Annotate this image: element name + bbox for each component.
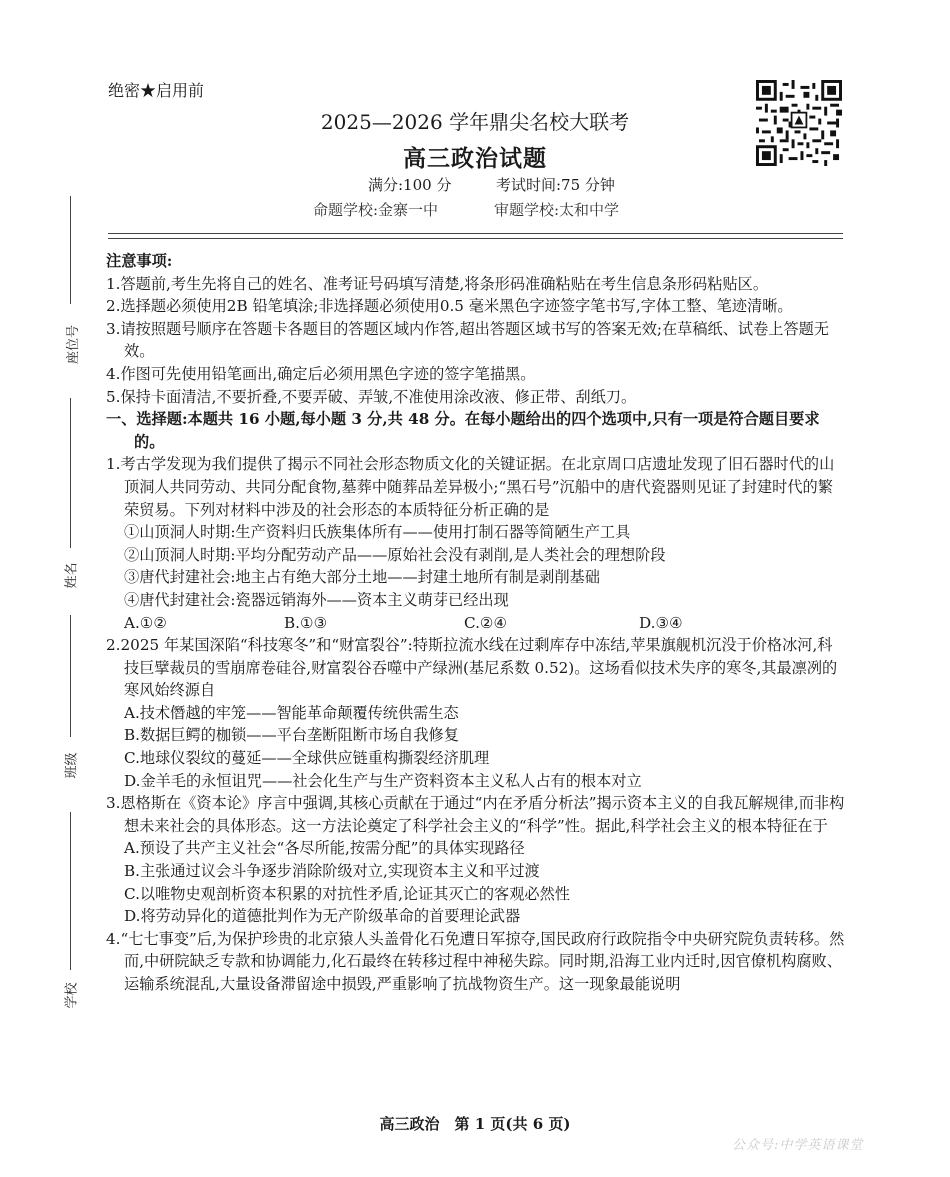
question-2-option: C.地球仪裂纹的蔓延——全球供应链重构撕裂经济肌理 (124, 749, 490, 768)
question-2-option: D.金羊毛的永恒诅咒——社会化生产与生产资料资本主义私人占有的根本对立 (124, 771, 642, 790)
question-1-options (106, 612, 846, 635)
exam-subject-title: 高三政治试题 (403, 145, 547, 172)
question-1-item: ③唐代封建社会:地主占有绝大部分土地——封建土地所有制是剥削基础 (124, 568, 600, 587)
margin-label-class: 班级 (64, 752, 80, 779)
page-footer: 高三政治 第 1 页(共 6 页) (379, 1115, 571, 1133)
option-c: C.②④ (464, 613, 508, 632)
question-3-option: D.将劳动异化的道德批判作为无产阶级革命的首要理论武器 (124, 907, 521, 926)
qr-code-icon (756, 80, 842, 166)
question-3-option: A.预设了共产主义社会“各尽所能,按需分配”的具体实现路径 (124, 839, 525, 858)
question-4-stem: 4.“七七事变”后,为保护珍贵的北京猿人头盖骨化石免遭日军掠夺,国民政府行政院指令中央研究院负责转移。然而,中研院缺乏专款和协调能力,化石最终在转移过程中神秘失踪。同时期,沿海工业内迁时,因官僚机构腐败、运输系统混乱,大量设备滞留途中损毁,严重影响了抗战物资生产。这一现象最能说明 (106, 929, 845, 993)
setter-school: 命题学校:金寨一中 (313, 201, 439, 219)
header-rule (108, 233, 843, 234)
header-rule-secondary (108, 238, 843, 239)
notice-item: 1.答题前,考生先将自己的姓名、准考证号码填写清楚,将条形码准确粘贴在考生信息条形码粘贴区。 (106, 274, 769, 293)
notice-item: 3.请按照题号顺序在答题卡各题目的答题区域内作答,超出答题区域书写的答案无效;在草稿纸、试卷上答题无效。 (106, 319, 830, 361)
watermark: 公众号:中学英语课堂 (732, 1138, 864, 1153)
option-a: A.①② (124, 613, 168, 632)
notice-item: 5.保持卡面清洁,不要折叠,不要弄破、弄皱,不准使用涂改液、修正带、刮纸刀。 (106, 387, 637, 406)
reviewer-school: 审题学校:太和中学 (494, 201, 620, 219)
exam-time: 考试时间:75 分钟 (496, 176, 615, 194)
margin-label-seat: 座位号 (66, 324, 82, 365)
section-heading: 一、选择题:本题共 16 小题,每小题 3 分,共 48 分。在每小题给出的四个选项中,只有一项是符合题目要求的。 (106, 410, 820, 451)
notice-title: 注意事项: (106, 252, 173, 270)
question-1-item: ②山顶洞人时期:平均分配劳动产品——原始社会没有剥削,是人类社会的理想阶段 (124, 545, 666, 564)
question-1-stem: 1.考古学发现为我们提供了揭示不同社会形态物质文化的关键证据。在北京周口店遗址发现了旧石器时代的山顶洞人共同劳动、共同分配食物,墓葬中随葬品差异极小;“黑石号”沉船中的唐代瓷器则见证了封建时代的繁荣贸易。下列对材料中涉及的社会形态的本质特征分析正确的是 (106, 455, 835, 519)
question-3-option: B.主张通过议会斗争逐步消除阶级对立,实现资本主义和平过渡 (124, 862, 540, 881)
question-3-stem: 3.恩格斯在《资本论》序言中强调,其核心贡献在于通过“内在矛盾分析法”揭示资本主义的自我瓦解规律,而非构想未来社会的具体形态。这一方法论奠定了科学社会主义的“科学”性。据此,科学社会主义的根本特征在于 (106, 794, 845, 835)
question-1-item: ④唐代封建社会:瓷器远销海外——资本主义萌芽已经出现 (124, 590, 509, 609)
question-1-item: ①山顶洞人时期:生产资料归氏族集体所有——使用打制石器等简陋生产工具 (124, 523, 631, 542)
margin-line-name (70, 398, 71, 548)
confidential-label: 绝密★启用前 (108, 81, 205, 100)
option-b: B.①③ (284, 613, 328, 632)
margin-line-seat (70, 196, 71, 304)
margin-label-school: 学校 (64, 982, 80, 1009)
question-2-stem: 2.2025 年某国深陷“科技寒冬”和“财富裂谷”:特斯拉流水线在过剩库存中冻结,苹果旗舰机沉没于价格冰河,科技巨擘裁员的雪崩席卷硅谷,财富裂谷吞噬中产绿洲(基尼系数 0.52)。这场看似技术失序的寒冬,其最凛冽的寒风始终源自 (106, 636, 838, 700)
question-2-option: B.数据巨鳄的枷锁——平台垄断阻断市场自我修复 (124, 726, 459, 745)
exam-content (106, 250, 846, 996)
option-d: D.③④ (639, 613, 683, 632)
margin-line-class (70, 615, 71, 737)
notice-item: 2.选择题必须使用2B 铅笔填涂;非选择题必须使用0.5 毫米黑色字迹签字笔书写,字体工整、笔迹清晰。 (106, 297, 793, 316)
question-3-option: C.以唯物史观剖析资本积累的对抗性矛盾,论证其灭亡的客观必然性 (124, 884, 570, 903)
question-2-option: A.技术僭越的牢笼——智能革命颠覆传统供需生态 (124, 703, 459, 722)
exam-title: 2025—2026 学年鼎尖名校大联考 (320, 110, 630, 134)
margin-line-school (70, 812, 71, 970)
full-score: 满分:100 分 (368, 176, 452, 194)
notice-item: 4.作图可先使用铅笔画出,确定后必须用黑色字迹的签字笔描黑。 (106, 364, 536, 383)
margin-label-name: 姓名 (64, 562, 80, 589)
